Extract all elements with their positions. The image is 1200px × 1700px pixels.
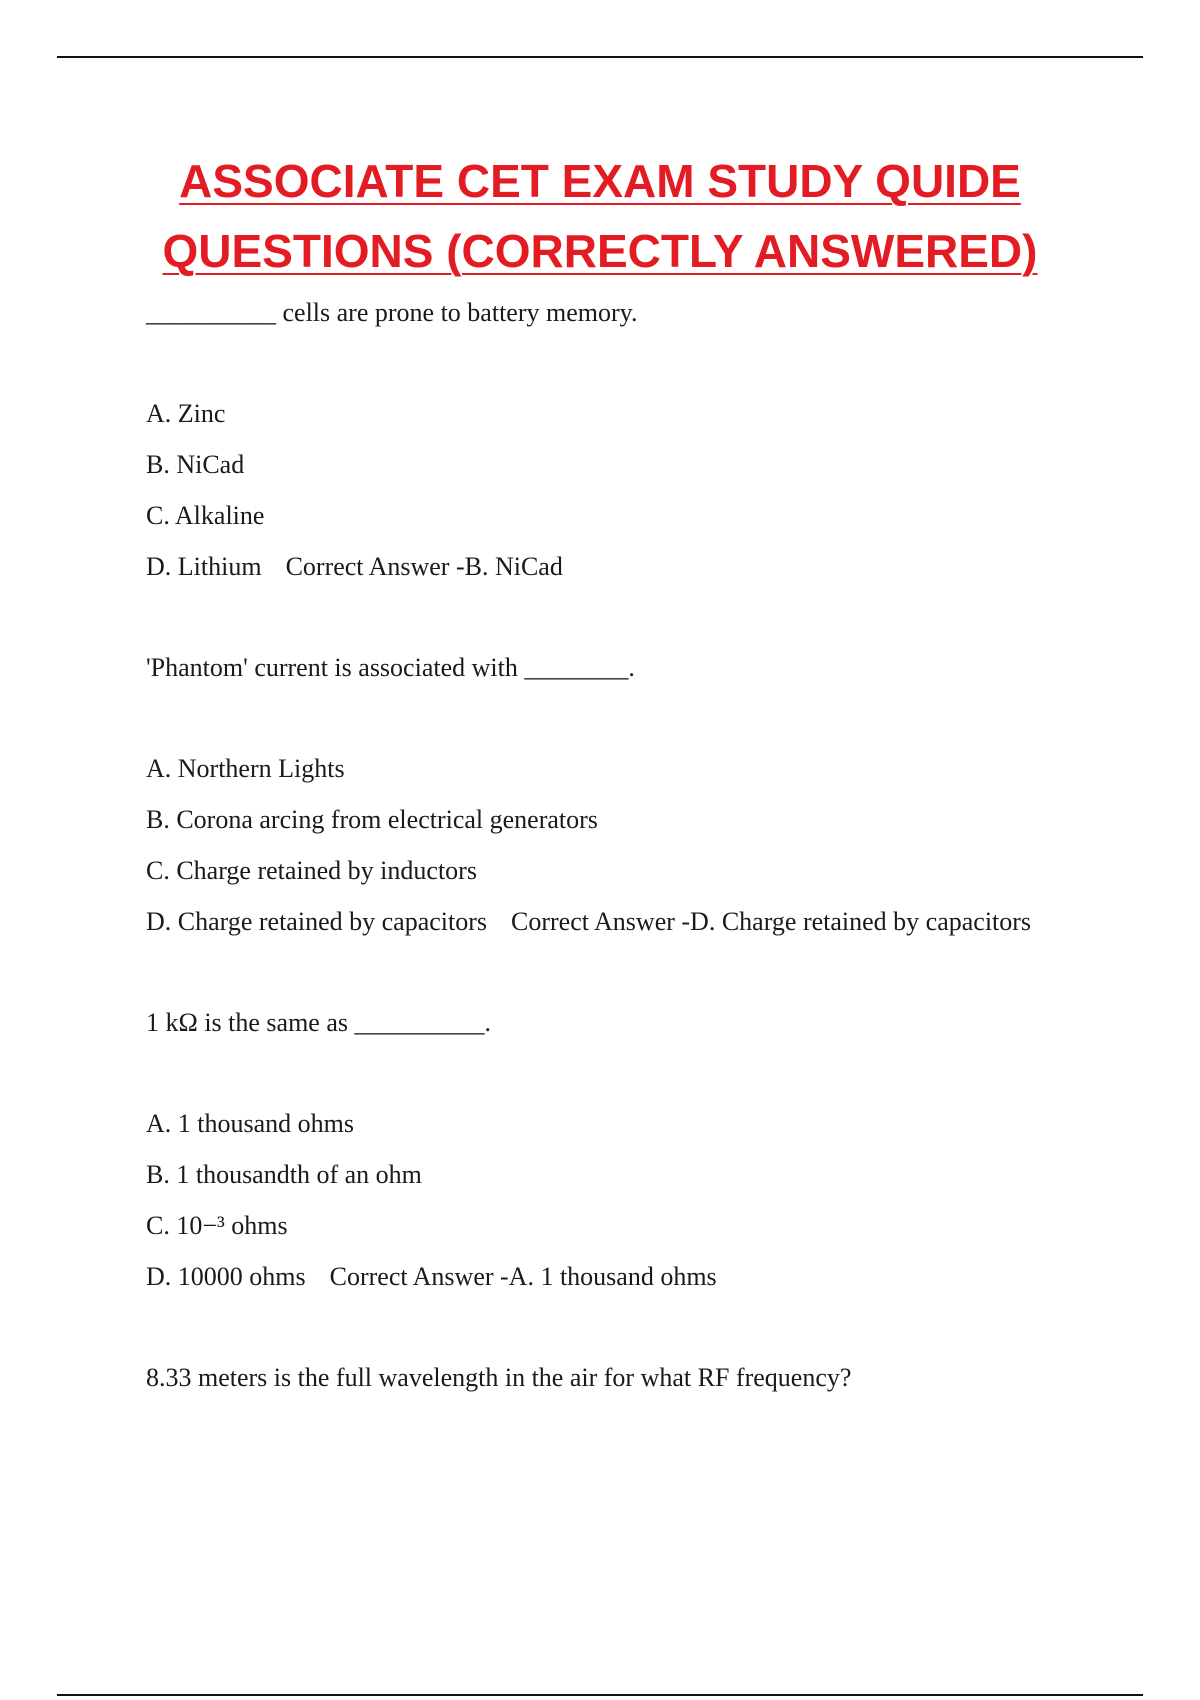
answer-option: D. Charge retained by capacitors (146, 907, 487, 936)
correct-answer: Correct Answer -B. NiCad (285, 552, 563, 581)
page-title (60, 146, 1140, 286)
title-line-1: ASSOCIATE CET EXAM STUDY QUIDE (179, 155, 1021, 207)
question-list (146, 296, 1046, 1462)
footer-rule (57, 1694, 1143, 1696)
correct-answer: Correct Answer -D. Charge retained by capacitors (511, 907, 1032, 936)
title-line-2: QUESTIONS (CORRECTLY ANSWERED) (162, 225, 1038, 277)
answer-option: A. 1 thousand ohms (146, 1109, 354, 1138)
answer-option-with-answer (146, 550, 1046, 584)
question-prompt: 'Phantom' current is associated with ________. (146, 653, 635, 682)
question-prompt: 8.33 meters is the full wavelength in the air for what RF frequency? (146, 1363, 852, 1392)
answer-option: B. 1 thousandth of an ohm (146, 1160, 422, 1189)
answer-option: C. Charge retained by inductors (146, 856, 477, 885)
correct-answer: Correct Answer -A. 1 thousand ohms (329, 1262, 717, 1291)
header-rule (57, 56, 1143, 58)
answer-option: B. NiCad (146, 450, 245, 479)
answer-option: D. 10000 ohms (146, 1262, 306, 1291)
question-prompt: 1 kΩ is the same as __________. (146, 1008, 492, 1037)
answer-option: A. Zinc (146, 399, 226, 428)
answer-option: B. Corona arcing from electrical generators (146, 805, 598, 834)
answer-option: D. Lithium (146, 552, 262, 581)
answer-option: C. 10−³ ohms (146, 1211, 288, 1240)
answer-option-with-answer (146, 905, 1046, 939)
question-prompt: __________ cells are prone to battery memory. (146, 298, 638, 327)
answer-option: A. Northern Lights (146, 754, 345, 783)
answer-option: C. Alkaline (146, 501, 265, 530)
answer-option-with-answer (146, 1260, 1046, 1294)
